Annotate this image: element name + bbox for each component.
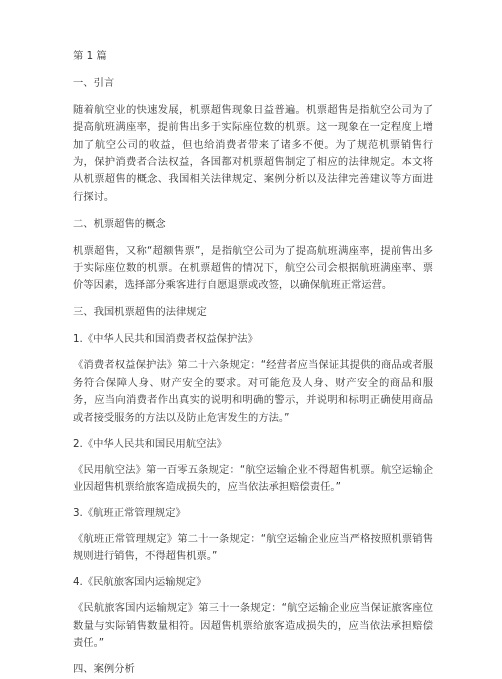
law-title-flight-regularity: 3.《航班正常管理规定》 [73,506,186,519]
section-heading-case-analysis: 四、案例分析 [73,663,135,676]
section-heading-introduction: 一、引言 [73,76,115,89]
document-page [73,48,433,679]
paragraph-flight-regularity: 《航班正常管理规定》第二十一条规定：“航空运输企业应当严格按照机票销售规则进行销售，不得超售机票。” [73,532,433,563]
part-number: 第 1 篇 [73,50,107,62]
section-heading-legal-provisions: 三、我国机票超售的法律规定 [73,306,207,319]
law-title-civil-aviation: 2.《中华人民共和国民用航空法》 [73,437,227,450]
paragraph-civil-aviation: 《民用航空法》第一百零五条规定：“航空运输企业不得超售机票。航空运输企业因超售机票给旅客造成损失的，应当依法承担赔偿责任。” [73,463,433,493]
paragraph-consumer-protection: 《消费者权益保护法》第二十六条规定：“经营者应当保证其提供的商品或者服务符合保障人身、财产安全的要求。对可能危及人身、财产安全的商品和服务，应当向消费者作出真实的说明和明确的警示，并说明和标明正确使用商品或者接受服务的方法以及防止危害发生的方法。” [73,359,433,424]
law-title-consumer-protection: 1.《中华人民共和国消费者权益保护法》 [73,333,258,346]
paragraph-concept: 机票超售，又称“超额售票”，是指航空公司为了提高航班满座率，提前售出多于实际座位数的机票。在机票超售的情况下，航空公司会根据航班满座率、票价等因素，选择部分乘客进行自愿退票或改签，以确保航班正常运营。 [73,244,433,292]
section-heading-concept: 二、机票超售的概念 [73,217,166,230]
paragraph-domestic-passenger: 《民航旅客国内运输规定》第三十一条规定：“航空运输企业应当保证旅客座位数量与实际销售数量相符。因超售机票给旅客造成损失的，应当依法承担赔偿责任。” [73,602,433,650]
law-title-domestic-passenger: 4.《民航旅客国内运输规定》 [73,576,207,589]
paragraph-introduction: 随着航空业的快速发展，机票超售现象日益普遍。机票超售是指航空公司为了提高航班满座率，提前售出多于实际座位数的机票。这一现象在一定程度上增加了航空公司的收益，但也给消费者带来了诸多不便。为了规范机票销售行为，保护消费者合法权益，各国都对机票超售制定了相应的法律规定。本文将从机票超售的概念、我国相关法律规定、案例分析以及法律完善建议等方面进行探讨。 [73,103,433,203]
